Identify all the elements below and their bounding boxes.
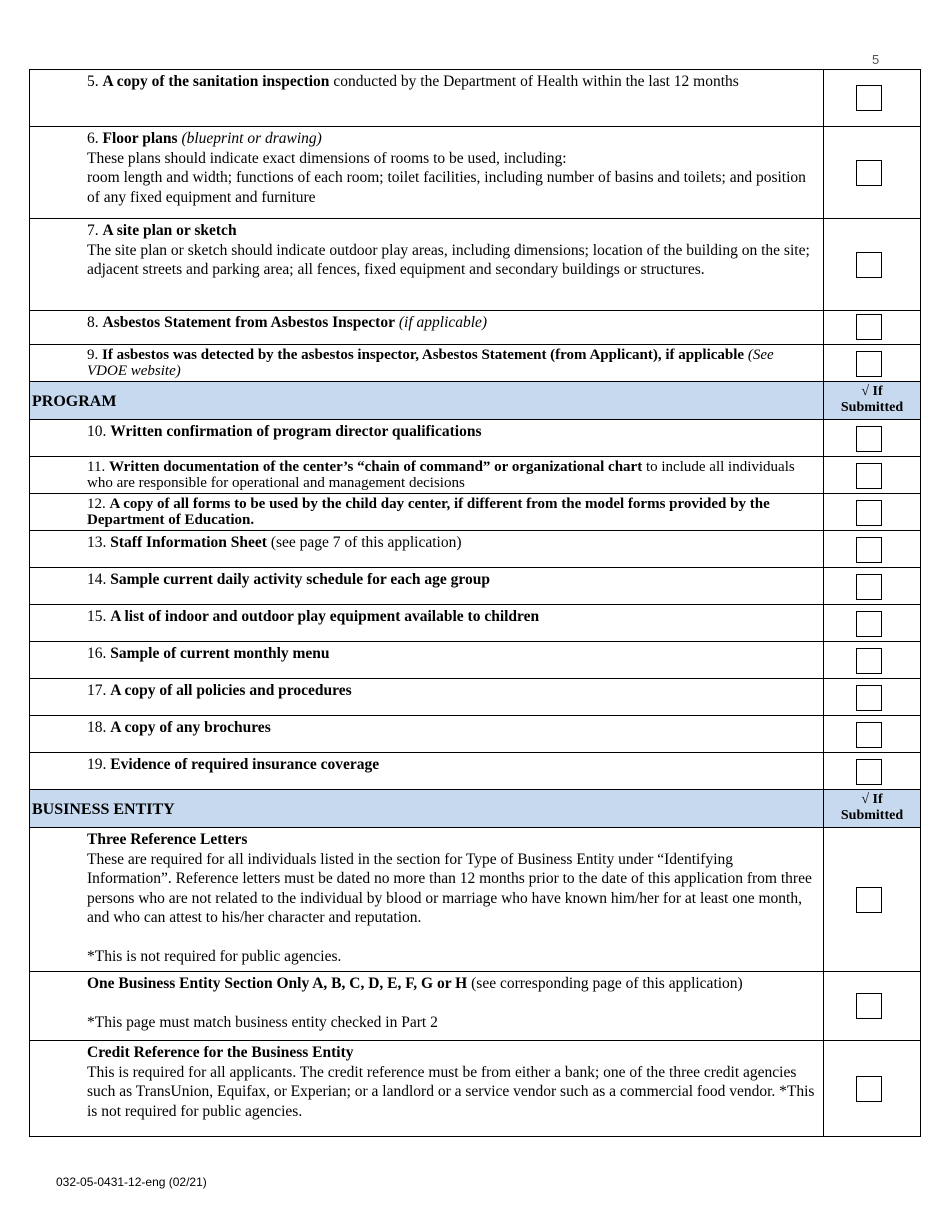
business-entity-checkbox[interactable] xyxy=(856,993,882,1019)
check-cell xyxy=(824,420,921,457)
item-8-checkbox[interactable] xyxy=(856,314,882,340)
table-row xyxy=(30,70,921,127)
item-17-checkbox[interactable] xyxy=(856,685,882,711)
table-row xyxy=(30,716,921,753)
item-12: 12. A copy of all forms to be used by the child day center, if different from the model forms provided by the Department of Education. xyxy=(30,494,824,531)
item-13: 13. Staff Information Sheet (see page 7 of this application) xyxy=(30,531,824,568)
table-row xyxy=(30,679,921,716)
section-header-program xyxy=(30,382,921,420)
section-title: PROGRAM xyxy=(30,382,824,420)
item-15-checkbox[interactable] xyxy=(856,611,882,637)
item-14-checkbox[interactable] xyxy=(856,574,882,600)
table-row xyxy=(30,531,921,568)
table-row xyxy=(30,420,921,457)
table-row xyxy=(30,494,921,531)
check-cell xyxy=(824,605,921,642)
item-14: 14. Sample current daily activity schedule for each age group xyxy=(30,568,824,605)
check-cell xyxy=(824,679,921,716)
item-19: 19. Evidence of required insurance coverage xyxy=(30,753,824,790)
table-row xyxy=(30,753,921,790)
checklist-table xyxy=(29,69,921,1137)
item-18: 18. A copy of any brochures xyxy=(30,716,824,753)
item-18-checkbox[interactable] xyxy=(856,722,882,748)
table-row xyxy=(30,345,921,382)
reference-letters-checkbox[interactable] xyxy=(856,887,882,913)
check-cell xyxy=(824,127,921,219)
item-16: 16. Sample of current monthly menu xyxy=(30,642,824,679)
item-19-checkbox[interactable] xyxy=(856,759,882,785)
item-11-checkbox[interactable] xyxy=(856,463,882,489)
submitted-header: √ If Submitted xyxy=(824,382,921,420)
table-row xyxy=(30,1041,921,1137)
check-cell xyxy=(824,753,921,790)
table-row xyxy=(30,219,921,311)
item-6-checkbox[interactable] xyxy=(856,160,882,186)
check-cell xyxy=(824,1041,921,1137)
item-5: 5. A copy of the sanitation inspection conducted by the Department of Health within the last 12 months xyxy=(30,70,824,127)
item-7: 7. A site plan or sketch The site plan or sketch should indicate outdoor play areas, including dimensions; location of the building on the site; adjacent streets and parking area; all fences, fixed equipment and secondary buildings or structures. xyxy=(30,219,824,311)
table-row xyxy=(30,127,921,219)
section-title: BUSINESS ENTITY xyxy=(30,790,824,828)
check-cell xyxy=(824,568,921,605)
item-6: 6. Floor plans (blueprint or drawing) These plans should indicate exact dimensions of rooms to be used, including: room length and width; functions of each room; toilet facilities, including number of basins and toilets; and position of any fixed equipment and furniture xyxy=(30,127,824,219)
check-cell xyxy=(824,972,921,1041)
table-row xyxy=(30,605,921,642)
check-cell xyxy=(824,828,921,972)
table-row xyxy=(30,311,921,345)
check-cell xyxy=(824,716,921,753)
form-code: 032-05-0431-12-eng (02/21) xyxy=(56,1175,207,1189)
check-cell xyxy=(824,311,921,345)
check-cell xyxy=(824,219,921,311)
item-8: 8. Asbestos Statement from Asbestos Inspector (if applicable) xyxy=(30,311,824,345)
item-5-checkbox[interactable] xyxy=(856,85,882,111)
item-11: 11. Written documentation of the center’s “chain of command” or organizational chart to include all individuals who are responsible for operational and management decisions xyxy=(30,457,824,494)
table-row xyxy=(30,568,921,605)
item-17: 17. A copy of all policies and procedures xyxy=(30,679,824,716)
table-row xyxy=(30,457,921,494)
check-cell xyxy=(824,531,921,568)
check-cell xyxy=(824,70,921,127)
item-9: 9. If asbestos was detected by the asbestos inspector, Asbestos Statement (from Applicant), if applicable (See VDOE website) xyxy=(30,345,824,382)
table-row xyxy=(30,972,921,1041)
item-10-checkbox[interactable] xyxy=(856,426,882,452)
table-row xyxy=(30,828,921,972)
submitted-header: √ If Submitted xyxy=(824,790,921,828)
check-cell xyxy=(824,494,921,531)
item-12-checkbox[interactable] xyxy=(856,500,882,526)
item-15: 15. A list of indoor and outdoor play equipment available to children xyxy=(30,605,824,642)
business-entity-section: One Business Entity Section Only A, B, C, D, E, F, G or H (see corresponding page of this application) *This page must match business entity checked in Part 2 xyxy=(30,972,824,1041)
section-header-business-entity xyxy=(30,790,921,828)
item-16-checkbox[interactable] xyxy=(856,648,882,674)
check-cell xyxy=(824,642,921,679)
item-7-checkbox[interactable] xyxy=(856,252,882,278)
credit-reference-checkbox[interactable] xyxy=(856,1076,882,1102)
check-cell xyxy=(824,457,921,494)
item-9-checkbox[interactable] xyxy=(856,351,882,377)
credit-reference: Credit Reference for the Business Entity This is required for all applicants. The credit reference must be from either a bank; one of the three credit agencies such as TransUnion, Equifax, or Experian; or a landlord or a service vendor such as a commercial food vendor. *This is not required for public agencies. xyxy=(30,1041,824,1137)
item-13-checkbox[interactable] xyxy=(856,537,882,563)
item-10: 10. Written confirmation of program director qualifications xyxy=(30,420,824,457)
reference-letters: Three Reference Letters These are required for all individuals listed in the section for Type of Business Entity under “Identifying Information”. Reference letters must be dated no more than 12 months prior to the date of this application from three persons who are not related to the individual by blood or marriage who have known him/her for at least one month, and who can attest to his/her character and reputation. *This is not required for public agencies. xyxy=(30,828,824,972)
check-cell xyxy=(824,345,921,382)
table-row xyxy=(30,642,921,679)
page-number: 5 xyxy=(872,52,880,67)
